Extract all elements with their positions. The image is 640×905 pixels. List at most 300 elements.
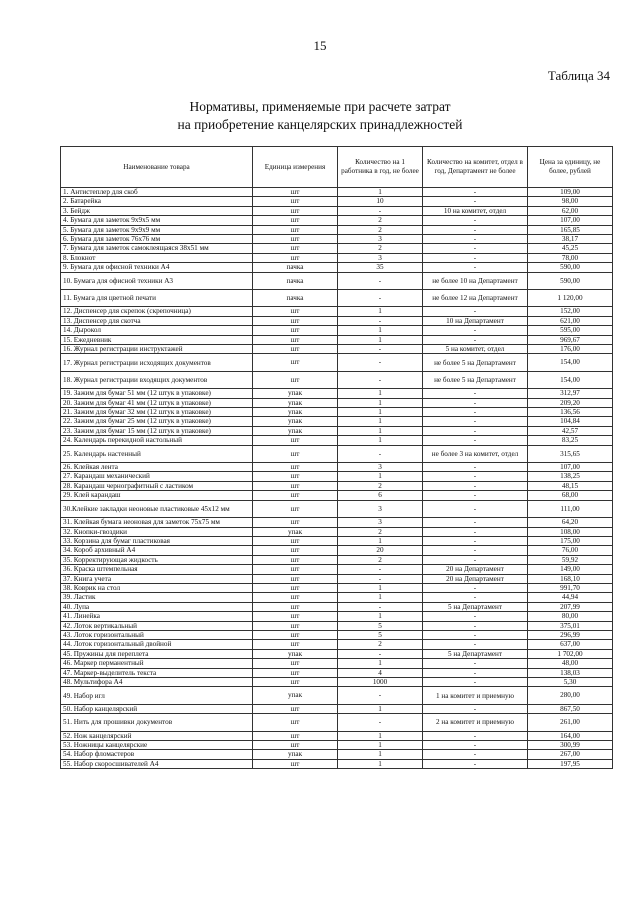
table-row bbox=[61, 389, 613, 398]
table-row bbox=[61, 188, 613, 197]
cell-name: 48. Мультифора А4 bbox=[61, 678, 253, 687]
cell-per-committee: - bbox=[423, 398, 528, 407]
cell-price: 621,00 bbox=[528, 316, 613, 325]
cell-per-worker: 1 bbox=[338, 188, 423, 197]
cell-price: 867,50 bbox=[528, 704, 613, 713]
cell-unit: шт bbox=[253, 668, 338, 677]
cell-per-committee: - bbox=[423, 463, 528, 472]
cell-name: 39. Ластик bbox=[61, 593, 253, 602]
cell-price: 207,99 bbox=[528, 602, 613, 611]
cell-price: 312,97 bbox=[528, 389, 613, 398]
cell-unit: шт bbox=[253, 574, 338, 583]
cell-unit: шт bbox=[253, 640, 338, 649]
table-row bbox=[61, 417, 613, 426]
cell-per-committee: - bbox=[423, 426, 528, 435]
table-row bbox=[61, 354, 613, 371]
cell-per-committee: 5 на Департамент bbox=[423, 602, 528, 611]
cell-per-committee: - bbox=[423, 621, 528, 630]
cell-per-committee: не более 12 на Департамент bbox=[423, 290, 528, 307]
header-per-worker: Количество на 1 работника в год, не более bbox=[338, 147, 423, 188]
cell-per-committee: не более 10 на Департамент bbox=[423, 272, 528, 289]
cell-price: 64,20 bbox=[528, 518, 613, 527]
cell-price: 59,92 bbox=[528, 555, 613, 564]
cell-per-committee: - bbox=[423, 546, 528, 555]
table-row bbox=[61, 206, 613, 215]
cell-unit: упак bbox=[253, 426, 338, 435]
cell-per-worker: 3 bbox=[338, 500, 423, 517]
cell-name: 35. Корректирующая жидкость bbox=[61, 555, 253, 564]
cell-price: 637,00 bbox=[528, 640, 613, 649]
cell-price: 168,10 bbox=[528, 574, 613, 583]
cell-price: 48,00 bbox=[528, 659, 613, 668]
cell-name: 49. Набор игл bbox=[61, 687, 253, 704]
cell-per-committee: - bbox=[423, 583, 528, 592]
cell-per-worker: 1 bbox=[338, 389, 423, 398]
cell-per-worker: 1 bbox=[338, 759, 423, 768]
table-row bbox=[61, 326, 613, 335]
cell-per-worker: 1 bbox=[338, 741, 423, 750]
header-name: Наименование товара bbox=[61, 147, 253, 188]
cell-name: 8. Блокнот bbox=[61, 253, 253, 262]
cell-per-committee: - bbox=[423, 500, 528, 517]
cell-unit: шт bbox=[253, 518, 338, 527]
cell-name: 13. Диспенсер для скотча bbox=[61, 316, 253, 325]
table-row bbox=[61, 225, 613, 234]
cell-per-committee: - bbox=[423, 197, 528, 206]
table-row bbox=[61, 500, 613, 517]
cell-per-committee: 10 на Департамент bbox=[423, 316, 528, 325]
cell-unit: шт bbox=[253, 253, 338, 262]
table-row bbox=[61, 731, 613, 740]
cell-price: 138,03 bbox=[528, 668, 613, 677]
table-row bbox=[61, 527, 613, 536]
cell-unit: шт bbox=[253, 216, 338, 225]
cell-per-worker: - bbox=[338, 649, 423, 658]
cell-name: 28. Карандаш чернографитный с ластиком bbox=[61, 481, 253, 490]
cell-unit: шт bbox=[253, 555, 338, 564]
cell-price: 80,00 bbox=[528, 612, 613, 621]
cell-price: 261,00 bbox=[528, 714, 613, 731]
cell-per-worker: 4 bbox=[338, 668, 423, 677]
table-row bbox=[61, 426, 613, 435]
cell-per-committee: - bbox=[423, 678, 528, 687]
cell-name: 7. Бумага для заметок самоклеящаяся 38х51 мм bbox=[61, 244, 253, 253]
cell-unit: упак bbox=[253, 750, 338, 759]
table-row bbox=[61, 472, 613, 481]
cell-per-worker: 20 bbox=[338, 546, 423, 555]
cell-unit: шт bbox=[253, 593, 338, 602]
cell-price: 42,57 bbox=[528, 426, 613, 435]
cell-name: 2. Батарейка bbox=[61, 197, 253, 206]
table-row bbox=[61, 546, 613, 555]
table-row bbox=[61, 714, 613, 731]
cell-per-worker: - bbox=[338, 206, 423, 215]
table-row bbox=[61, 536, 613, 545]
cell-name: 38. Коврик на стол bbox=[61, 583, 253, 592]
table-row bbox=[61, 491, 613, 500]
cell-per-worker: - bbox=[338, 714, 423, 731]
cell-name: 3. Бейдж bbox=[61, 206, 253, 215]
table-row bbox=[61, 307, 613, 316]
table-row bbox=[61, 518, 613, 527]
table-row bbox=[61, 659, 613, 668]
cell-per-worker: 3 bbox=[338, 518, 423, 527]
table-row bbox=[61, 678, 613, 687]
cell-per-committee: - bbox=[423, 518, 528, 527]
cell-name: 47. Маркер-выделитель текста bbox=[61, 668, 253, 677]
cell-per-worker: 1 bbox=[338, 593, 423, 602]
cell-name: 15. Ежедневник bbox=[61, 335, 253, 344]
cell-per-worker: 1 bbox=[338, 307, 423, 316]
table-row bbox=[61, 668, 613, 677]
cell-per-committee: - bbox=[423, 668, 528, 677]
cell-unit: шт bbox=[253, 235, 338, 244]
cell-per-committee: 5 на комитет, отдел bbox=[423, 345, 528, 354]
cell-price: 109,00 bbox=[528, 188, 613, 197]
cell-per-committee: - bbox=[423, 472, 528, 481]
table-row bbox=[61, 463, 613, 472]
cell-name: 31. Клейкая бумага неоновая для заметок 75х75 мм bbox=[61, 518, 253, 527]
cell-unit: упак bbox=[253, 389, 338, 398]
cell-per-committee: - bbox=[423, 188, 528, 197]
cell-per-worker: 1 bbox=[338, 436, 423, 445]
cell-unit: упак bbox=[253, 527, 338, 536]
cell-price: 78,00 bbox=[528, 253, 613, 262]
cell-per-committee: не более 3 на комитет, отдел bbox=[423, 445, 528, 462]
cell-unit: упак bbox=[253, 398, 338, 407]
cell-name: 51. Нить для прошивки документов bbox=[61, 714, 253, 731]
cell-unit: пачка bbox=[253, 290, 338, 307]
cell-price: 165,85 bbox=[528, 225, 613, 234]
cell-unit: шт bbox=[253, 678, 338, 687]
cell-name: 4. Бумага для заметок 9х9х5 мм bbox=[61, 216, 253, 225]
cell-name: 20. Зажим для бумаг 41 мм (12 штук в упаковке) bbox=[61, 398, 253, 407]
cell-name: 36. Краска штемпельная bbox=[61, 565, 253, 574]
cell-unit: шт bbox=[253, 188, 338, 197]
cell-per-committee: - bbox=[423, 593, 528, 602]
cell-name: 55. Набор скоросшивателей А4 bbox=[61, 759, 253, 768]
table-row bbox=[61, 335, 613, 344]
cell-per-committee: - bbox=[423, 759, 528, 768]
cell-per-committee: - bbox=[423, 612, 528, 621]
cell-per-committee: - bbox=[423, 491, 528, 500]
table-row bbox=[61, 345, 613, 354]
header-unit: Единица измерения bbox=[253, 147, 338, 188]
cell-name: 45. Пружины для переплета bbox=[61, 649, 253, 658]
cell-price: 300,99 bbox=[528, 741, 613, 750]
cell-price: 991,70 bbox=[528, 583, 613, 592]
cell-name: 23. Зажим для бумаг 15 мм (12 штук в упаковке) bbox=[61, 426, 253, 435]
cell-name: 14. Дырокол bbox=[61, 326, 253, 335]
cell-per-worker: 5 bbox=[338, 630, 423, 639]
header-price: Цена за единицу, не более, рублей bbox=[528, 147, 613, 188]
cell-per-committee: - bbox=[423, 481, 528, 490]
cell-name: 50. Набор канцелярский bbox=[61, 704, 253, 713]
table-row bbox=[61, 687, 613, 704]
table-row bbox=[61, 481, 613, 490]
cell-name: 54. Набор фломастеров bbox=[61, 750, 253, 759]
cell-name: 1. Антистеплер для скоб bbox=[61, 188, 253, 197]
table-row bbox=[61, 593, 613, 602]
cell-price: 154,00 bbox=[528, 371, 613, 388]
cell-per-worker: 1 bbox=[338, 536, 423, 545]
cell-per-worker: 1 bbox=[338, 659, 423, 668]
cell-name: 30.Клейкие закладки неоновые пластиковые 45х12 мм bbox=[61, 500, 253, 517]
cell-unit: упак bbox=[253, 417, 338, 426]
cell-price: 111,00 bbox=[528, 500, 613, 517]
cell-per-worker: 2 bbox=[338, 225, 423, 234]
cell-price: 595,00 bbox=[528, 326, 613, 335]
cell-per-committee: - bbox=[423, 417, 528, 426]
cell-per-committee: - bbox=[423, 536, 528, 545]
cell-per-worker: 3 bbox=[338, 253, 423, 262]
cell-per-worker: 1 bbox=[338, 750, 423, 759]
cell-price: 197,95 bbox=[528, 759, 613, 768]
cell-name: 6. Бумага для заметок 76х76 мм bbox=[61, 235, 253, 244]
cell-unit: шт bbox=[253, 565, 338, 574]
table-label: Таблица 34 bbox=[547, 68, 610, 83]
title-line-2: на приобретение канцелярских принадлежностей bbox=[177, 117, 463, 132]
cell-per-worker: 3 bbox=[338, 235, 423, 244]
cell-price: 154,00 bbox=[528, 354, 613, 371]
cell-unit: шт bbox=[253, 714, 338, 731]
cell-price: 969,67 bbox=[528, 335, 613, 344]
cell-name: 43. Лоток горизонтальный bbox=[61, 630, 253, 639]
cell-name: 27. Карандаш механический bbox=[61, 472, 253, 481]
cell-per-worker: 1 bbox=[338, 426, 423, 435]
table-row bbox=[61, 750, 613, 759]
cell-per-worker: 35 bbox=[338, 263, 423, 272]
table-row bbox=[61, 612, 613, 621]
cell-name: 25. Календарь настенный bbox=[61, 445, 253, 462]
table-row bbox=[61, 371, 613, 388]
cell-unit: шт bbox=[253, 197, 338, 206]
cell-price: 44,94 bbox=[528, 593, 613, 602]
cell-per-committee: 20 на Департамент bbox=[423, 574, 528, 583]
page-number: 15 bbox=[313, 38, 327, 53]
cell-per-worker: 1 bbox=[338, 398, 423, 407]
cell-per-worker: 2 bbox=[338, 216, 423, 225]
cell-name: 22. Зажим для бумаг 25 мм (12 штук в упаковке) bbox=[61, 417, 253, 426]
cell-per-worker: 3 bbox=[338, 463, 423, 472]
cell-per-committee: - bbox=[423, 436, 528, 445]
cell-price: 107,00 bbox=[528, 463, 613, 472]
cell-per-worker: - bbox=[338, 602, 423, 611]
table-header-row bbox=[61, 147, 613, 188]
table-row bbox=[61, 272, 613, 289]
cell-price: 48,15 bbox=[528, 481, 613, 490]
cell-price: 62,00 bbox=[528, 206, 613, 215]
norms-table bbox=[60, 146, 613, 769]
cell-name: 16. Журнал регистрации инструктажей bbox=[61, 345, 253, 354]
table-row bbox=[61, 244, 613, 253]
cell-name: 26. Клейкая лента bbox=[61, 463, 253, 472]
cell-per-worker: 2 bbox=[338, 640, 423, 649]
cell-unit: шт bbox=[253, 731, 338, 740]
cell-per-committee: - bbox=[423, 326, 528, 335]
table-row bbox=[61, 290, 613, 307]
cell-per-committee: - bbox=[423, 640, 528, 649]
cell-per-committee: не более 5 на Департамент bbox=[423, 371, 528, 388]
cell-per-worker: 1 bbox=[338, 472, 423, 481]
cell-per-worker: 1 bbox=[338, 704, 423, 713]
cell-per-worker: 1 bbox=[338, 335, 423, 344]
cell-unit: шт bbox=[253, 630, 338, 639]
cell-unit: шт bbox=[253, 354, 338, 371]
cell-price: 375,01 bbox=[528, 621, 613, 630]
cell-unit: шт bbox=[253, 759, 338, 768]
cell-price: 315,65 bbox=[528, 445, 613, 462]
cell-name: 44. Лоток горизонтальный двойной bbox=[61, 640, 253, 649]
cell-price: 176,00 bbox=[528, 345, 613, 354]
title-line-1: Нормативы, применяемые при расчете затрат bbox=[189, 99, 451, 114]
cell-per-worker: - bbox=[338, 345, 423, 354]
cell-price: 152,00 bbox=[528, 307, 613, 316]
table-row bbox=[61, 408, 613, 417]
table-row bbox=[61, 555, 613, 564]
cell-unit: шт bbox=[253, 500, 338, 517]
cell-unit: шт bbox=[253, 326, 338, 335]
cell-unit: шт bbox=[253, 602, 338, 611]
cell-per-worker: - bbox=[338, 290, 423, 307]
cell-price: 149,00 bbox=[528, 565, 613, 574]
cell-per-worker: - bbox=[338, 371, 423, 388]
cell-per-committee: - bbox=[423, 389, 528, 398]
cell-unit: упак bbox=[253, 687, 338, 704]
cell-per-committee: - bbox=[423, 750, 528, 759]
table-row bbox=[61, 197, 613, 206]
table-row bbox=[61, 316, 613, 325]
cell-price: 136,56 bbox=[528, 408, 613, 417]
cell-per-worker: 1 bbox=[338, 731, 423, 740]
cell-unit: шт bbox=[253, 244, 338, 253]
table-row bbox=[61, 583, 613, 592]
cell-per-worker: 1 bbox=[338, 583, 423, 592]
cell-per-committee: - bbox=[423, 225, 528, 234]
cell-price: 209,20 bbox=[528, 398, 613, 407]
cell-unit: шт bbox=[253, 583, 338, 592]
cell-name: 40. Лупа bbox=[61, 602, 253, 611]
cell-price: 267,00 bbox=[528, 750, 613, 759]
cell-name: 9. Бумага для офисной техники А4 bbox=[61, 263, 253, 272]
cell-unit: упак bbox=[253, 649, 338, 658]
cell-per-committee: - bbox=[423, 630, 528, 639]
page-title bbox=[0, 98, 640, 134]
table-row bbox=[61, 398, 613, 407]
cell-unit: шт bbox=[253, 536, 338, 545]
cell-name: 21. Зажим для бумаг 32 мм (12 штук в упаковке) bbox=[61, 408, 253, 417]
cell-per-worker: - bbox=[338, 354, 423, 371]
cell-price: 1 120,00 bbox=[528, 290, 613, 307]
header-per-committee: Количество на комитет, отдел в год, Департамент не более bbox=[423, 147, 528, 188]
cell-per-committee: - bbox=[423, 253, 528, 262]
cell-price: 590,00 bbox=[528, 272, 613, 289]
cell-per-worker: - bbox=[338, 574, 423, 583]
cell-per-committee: 20 на Департамент bbox=[423, 565, 528, 574]
cell-per-committee: - bbox=[423, 235, 528, 244]
cell-unit: шт bbox=[253, 621, 338, 630]
table-row bbox=[61, 436, 613, 445]
cell-per-committee: - bbox=[423, 704, 528, 713]
cell-per-worker: - bbox=[338, 565, 423, 574]
cell-per-committee: 10 на комитет, отдел bbox=[423, 206, 528, 215]
cell-per-committee: 1 на комитет и приемную bbox=[423, 687, 528, 704]
cell-price: 68,00 bbox=[528, 491, 613, 500]
cell-unit: шт bbox=[253, 345, 338, 354]
cell-unit: шт bbox=[253, 445, 338, 462]
table-row bbox=[61, 649, 613, 658]
cell-name: 41. Линейка bbox=[61, 612, 253, 621]
cell-price: 280,00 bbox=[528, 687, 613, 704]
cell-per-worker: 2 bbox=[338, 481, 423, 490]
cell-price: 38,17 bbox=[528, 235, 613, 244]
table-row bbox=[61, 216, 613, 225]
cell-name: 32. Кнопки-гвоздики bbox=[61, 527, 253, 536]
cell-per-committee: - bbox=[423, 408, 528, 417]
cell-unit: упак bbox=[253, 408, 338, 417]
cell-per-committee: не более 5 на Департамент bbox=[423, 354, 528, 371]
cell-per-worker: 6 bbox=[338, 491, 423, 500]
cell-unit: шт bbox=[253, 316, 338, 325]
cell-unit: пачка bbox=[253, 272, 338, 289]
cell-per-committee: - bbox=[423, 527, 528, 536]
table-row bbox=[61, 263, 613, 272]
cell-per-worker: 2 bbox=[338, 244, 423, 253]
cell-per-worker: 5 bbox=[338, 621, 423, 630]
table-row bbox=[61, 640, 613, 649]
cell-per-worker: - bbox=[338, 445, 423, 462]
cell-per-worker: 10 bbox=[338, 197, 423, 206]
cell-name: 29. Клей карандаш bbox=[61, 491, 253, 500]
cell-unit: шт bbox=[253, 463, 338, 472]
cell-unit: шт bbox=[253, 546, 338, 555]
cell-per-worker: 2 bbox=[338, 555, 423, 564]
cell-unit: шт bbox=[253, 307, 338, 316]
cell-name: 42. Лоток вертикальный bbox=[61, 621, 253, 630]
table-row bbox=[61, 574, 613, 583]
cell-price: 164,00 bbox=[528, 731, 613, 740]
cell-name: 10. Бумага для офисной техники А3 bbox=[61, 272, 253, 289]
cell-per-worker: 1 bbox=[338, 612, 423, 621]
cell-per-committee: - bbox=[423, 244, 528, 253]
cell-price: 1 702,00 bbox=[528, 649, 613, 658]
cell-unit: шт bbox=[253, 206, 338, 215]
cell-per-worker: 2 bbox=[338, 527, 423, 536]
cell-per-committee: - bbox=[423, 731, 528, 740]
cell-unit: шт bbox=[253, 659, 338, 668]
cell-unit: шт bbox=[253, 481, 338, 490]
table-row bbox=[61, 630, 613, 639]
table-row bbox=[61, 565, 613, 574]
cell-name: 5. Бумага для заметок 9х9х9 мм bbox=[61, 225, 253, 234]
cell-unit: шт bbox=[253, 741, 338, 750]
table-body bbox=[61, 188, 613, 769]
table-row bbox=[61, 602, 613, 611]
cell-price: 45,25 bbox=[528, 244, 613, 253]
cell-unit: пачка bbox=[253, 263, 338, 272]
table-row bbox=[61, 253, 613, 262]
cell-name: 19. Зажим для бумаг 51 мм (12 штук в упаковке) bbox=[61, 389, 253, 398]
cell-per-committee: 2 на комитет и приемную bbox=[423, 714, 528, 731]
table-row bbox=[61, 235, 613, 244]
cell-per-committee: 5 на Департамент bbox=[423, 649, 528, 658]
cell-price: 107,00 bbox=[528, 216, 613, 225]
cell-per-worker: 1000 bbox=[338, 678, 423, 687]
cell-price: 138,25 bbox=[528, 472, 613, 481]
cell-per-committee: - bbox=[423, 216, 528, 225]
cell-per-committee: - bbox=[423, 263, 528, 272]
table-row bbox=[61, 621, 613, 630]
